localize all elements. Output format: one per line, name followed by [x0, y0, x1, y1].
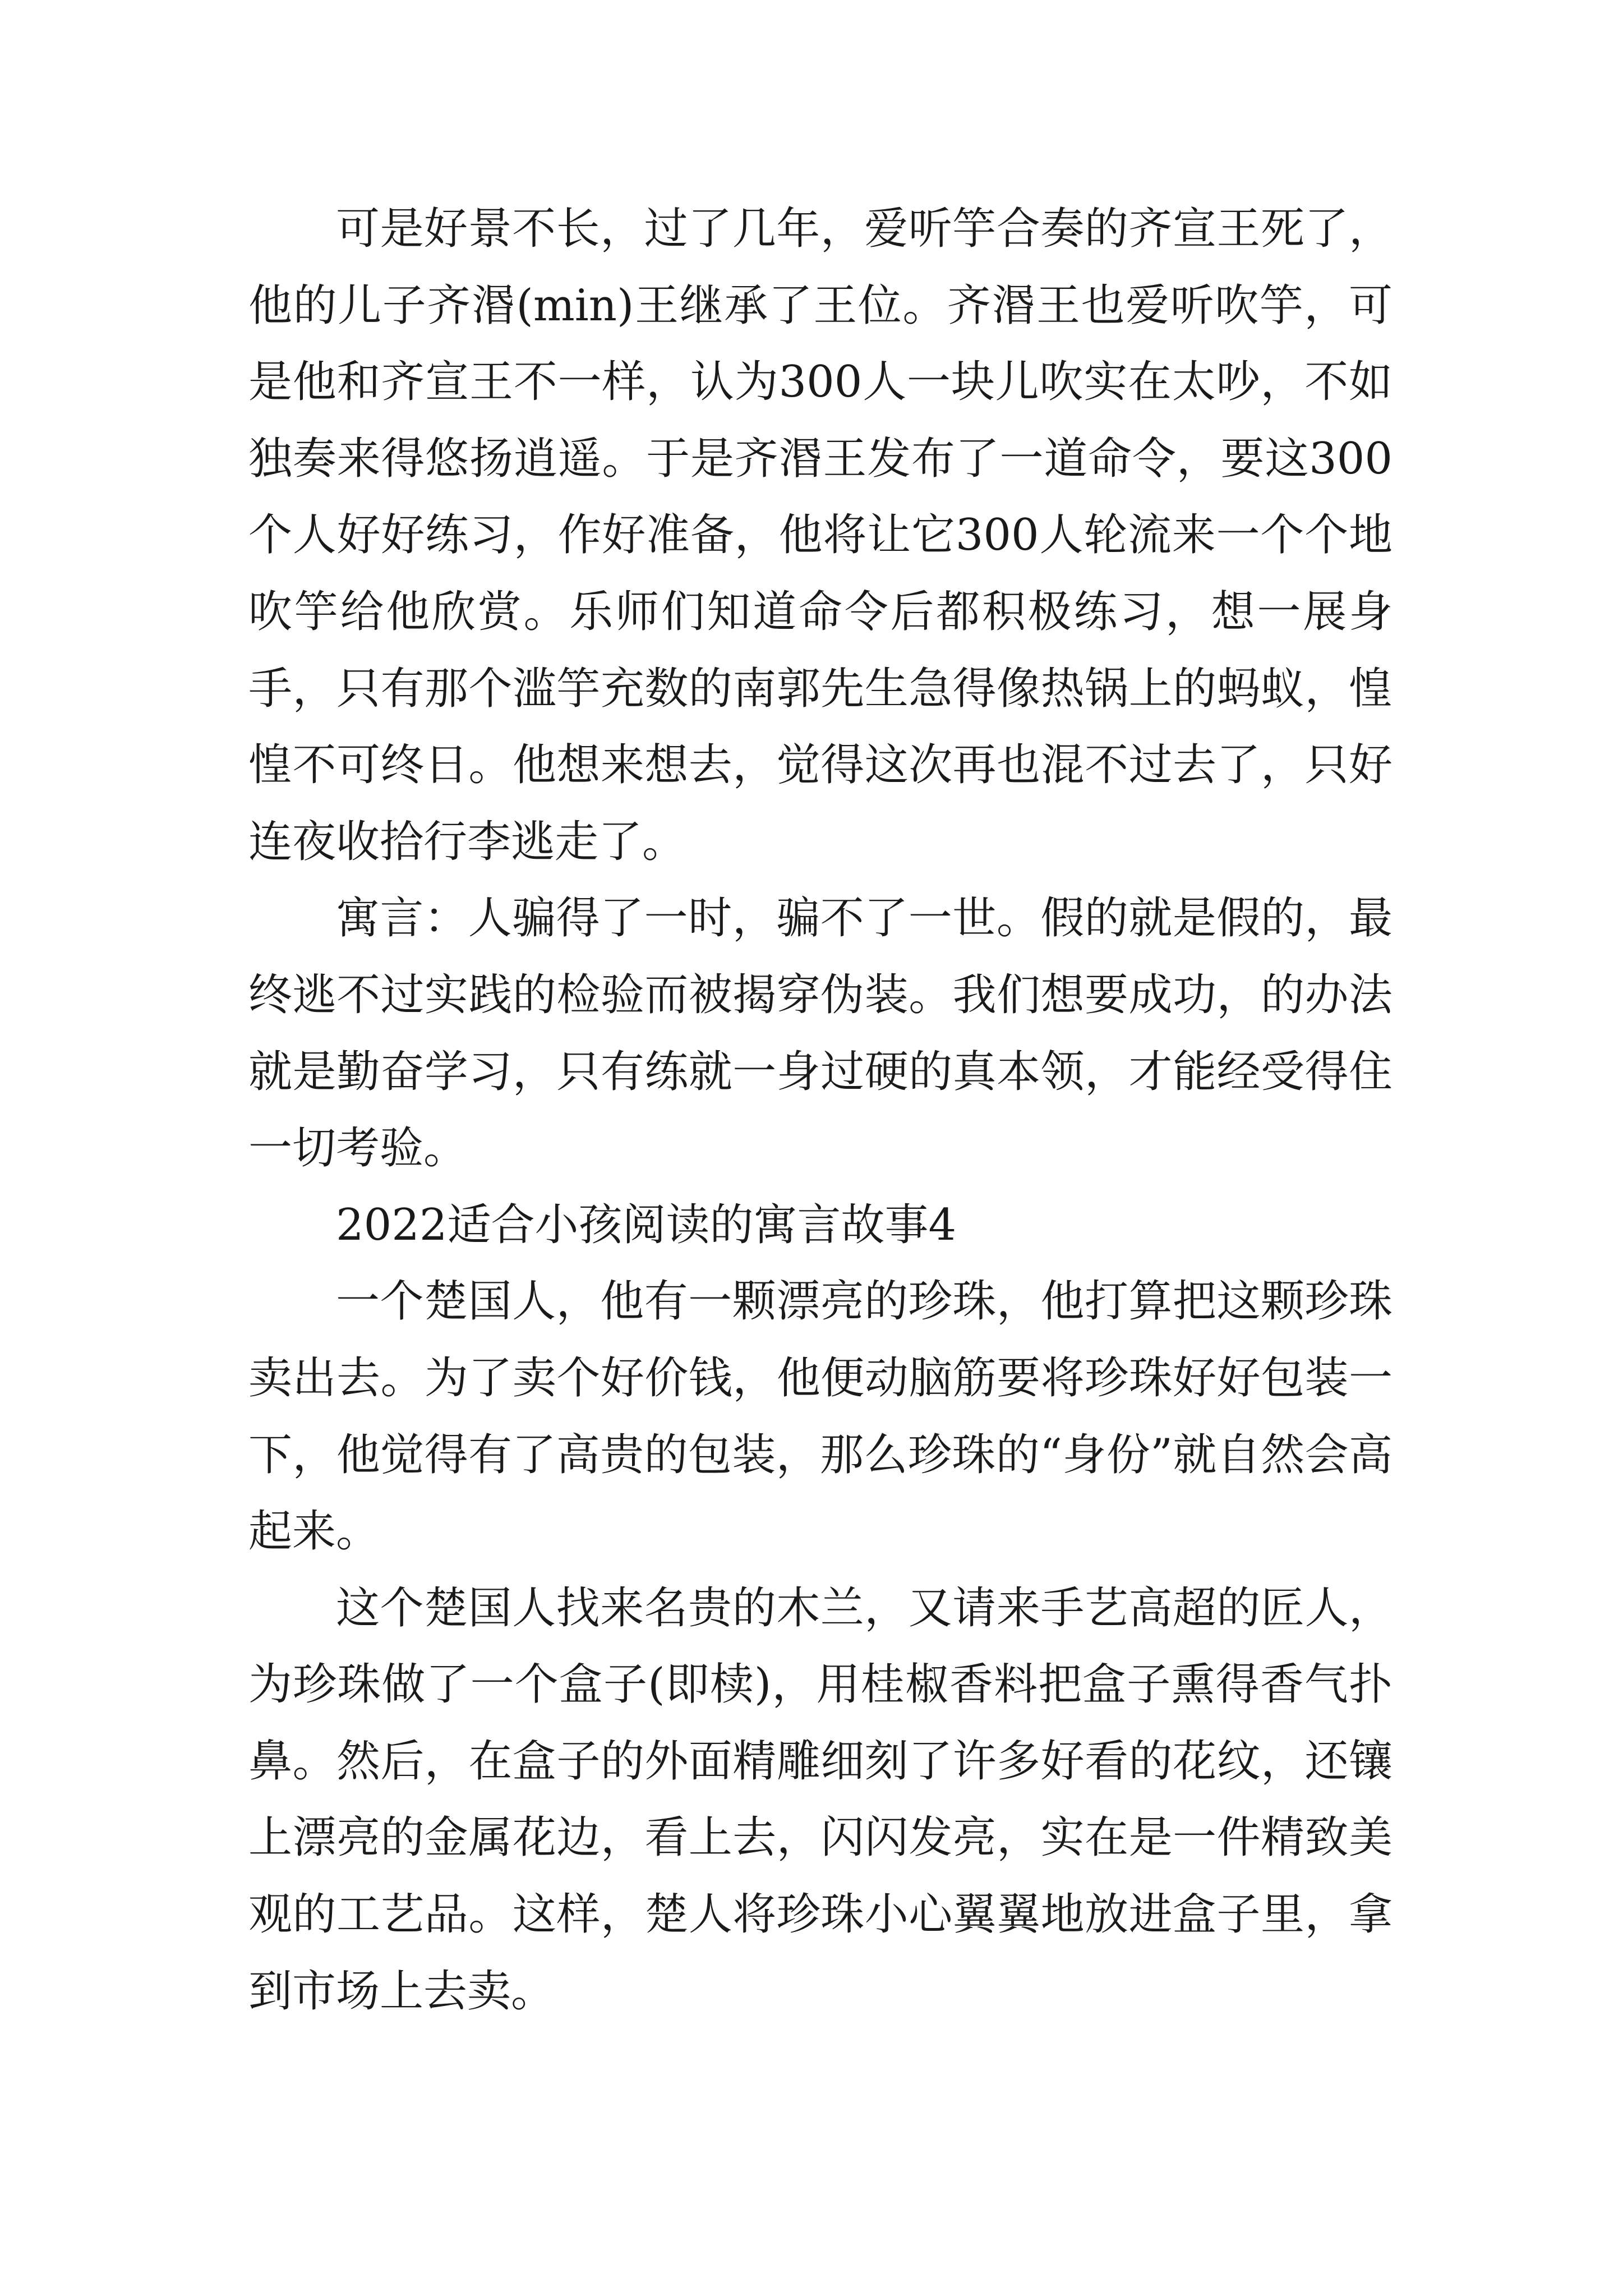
- paragraph-nanguo-flees: 可是好景不长，过了几年，爱听竽合奏的齐宣王死了，他的儿子齐湣(min)王继承了王位。齐湣王也爱听吹竽，可是他和齐宣王不一样，认为300人一块儿吹实在太吵，不如独奏来得悠扬逍遥。于是齐湣王发布了一道命令，要这300个人好好练习，作好准备，他将让它300人轮流来一个个地吹竽给他欣赏。乐师们知道命令后都积极练习，想一展身手，只有那个滥竽充数的南郭先生急得像热锅上的蚂蚁，惶惶不可终日。他想来想去，觉得这次再也混不过去了，只好连夜收拾行李逃走了。: [248, 204, 1393, 867]
- paragraph-chu-box: 这个楚国人找来名贵的木兰，又请来手艺高超的匠人，为珍珠做了一个盒子(即椟)，用桂椒香料把盒子熏得香气扑鼻。然后，在盒子的外面精雕细刻了许多好看的花纹，还镶上漂亮的金属花边，看上去，闪闪发亮，实在是一件精致美观的工艺品。这样，楚人将珍珠小心翼翼地放进盒子里，拿到市场上去卖。: [248, 1582, 1393, 2017]
- section-heading: 2022适合小孩阅读的寓言故事4: [336, 1199, 957, 1250]
- document-body: [248, 191, 1393, 2030]
- paragraph-moral: 寓言：人骗得了一时，骗不了一世。假的就是假的，最终逃不过实践的检验而被揭穿伪装。我们想要成功，的办法就是勤奋学习，只有练就一身过硬的真本领，才能经受得住一切考验。: [248, 893, 1393, 1174]
- paragraph-chu-pearl: 一个楚国人，他有一颗漂亮的珍珠，他打算把这颗珍珠卖出去。为了卖个好价钱，他便动脑筋要将珍珠好好包装一下，他觉得有了高贵的包装，那么珍珠的“身份”就自然会高起来。: [248, 1276, 1393, 1557]
